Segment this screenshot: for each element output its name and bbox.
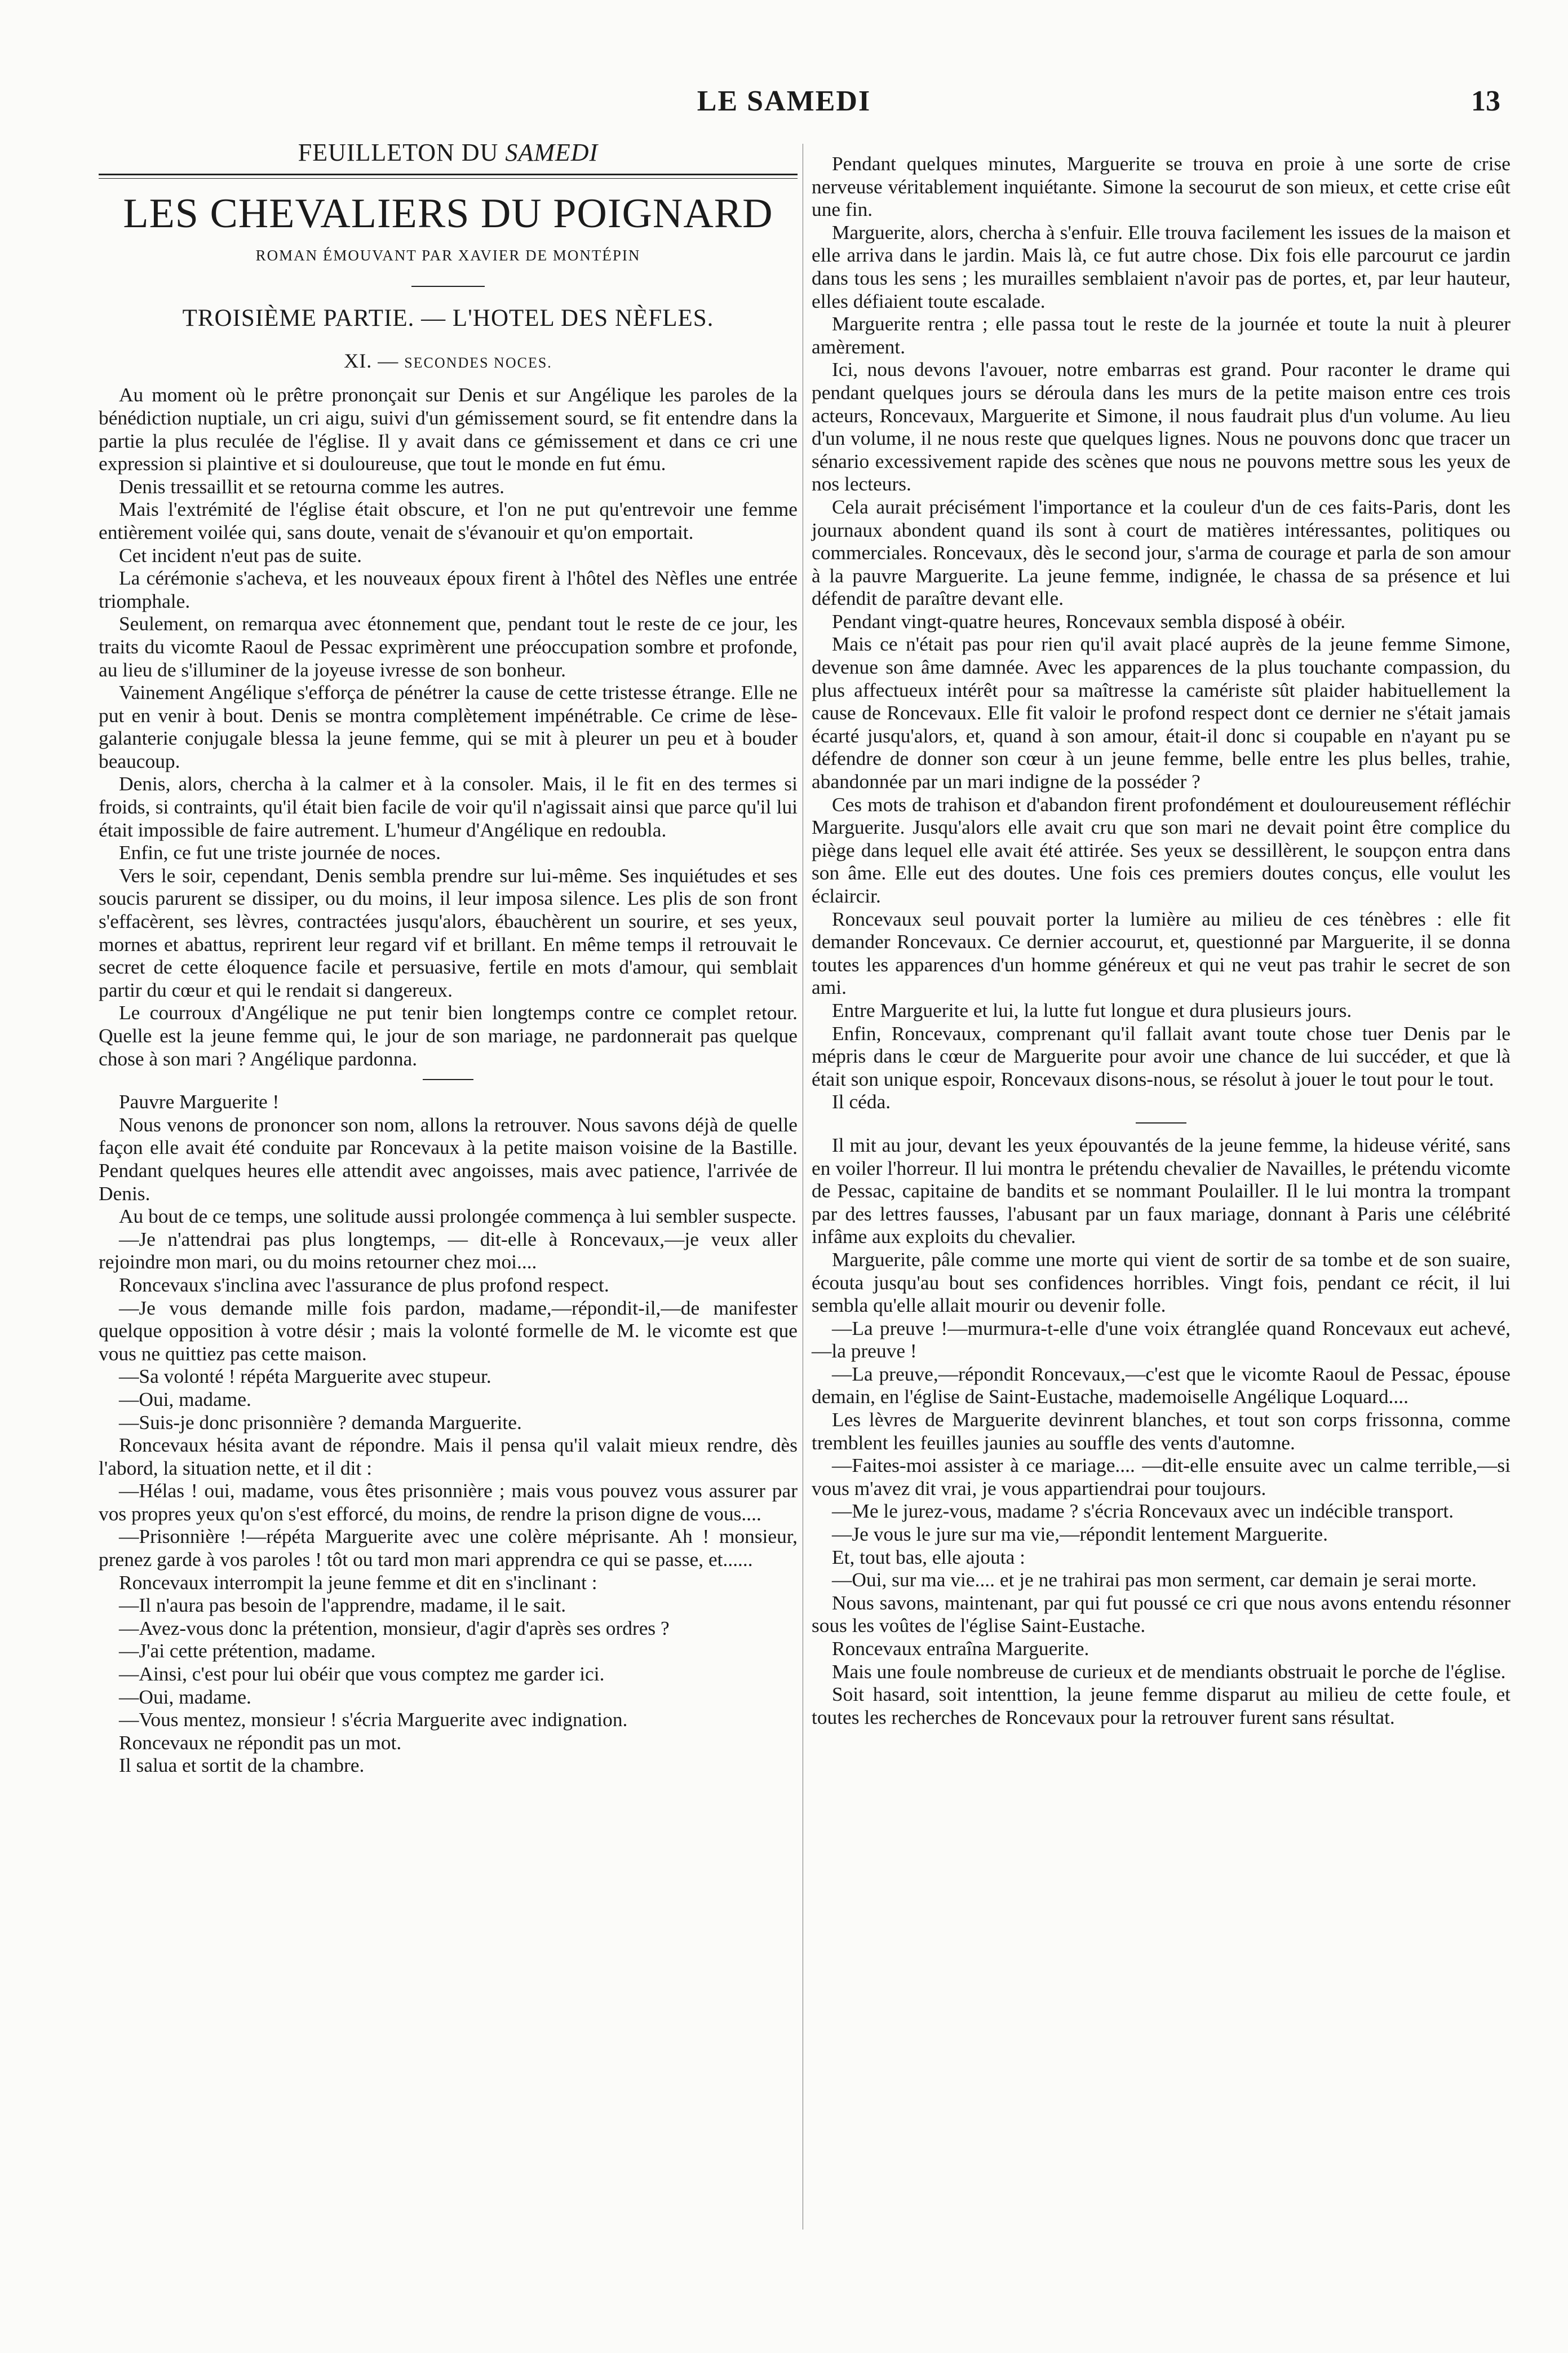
paragraph: Marguerite, pâle comme une morte qui vient de sortir de sa tombe et de son suaire, écouta jusqu'au bout ses confidences horribles. Vingt fois, pendant ce récit, il lui sembla qu'elle allait mourir ou devenir folle. — [812, 1248, 1511, 1317]
right-column — [812, 152, 1511, 1728]
paragraph: Nous savons, maintenant, par qui fut poussé ce cri que nous avons entendu résonner sous les voûtes de l'église Saint-Eustache. — [812, 1591, 1511, 1637]
paragraph: Roncevaux hésita avant de répondre. Mais il pensa qu'il valait mieux rendre, dès l'abord, la situation nette, et il dit : — [99, 1434, 798, 1479]
left-text — [99, 383, 798, 1777]
paragraph: Roncevaux seul pouvait porter la lumière au milieu de ces ténèbres : elle fit demander Roncevaux. Ce dernier accourut, et, questionné par Marguerite, il se donna toutes les apparences d'un homme généreux et qui ne veut pas trahir le secret de son ami. — [812, 907, 1511, 999]
paragraph: —Oui, sur ma vie.... et je ne trahirai pas mon serment, car demain je serai morte. — [832, 1568, 1477, 1591]
paragraph: —Oui, madame. — [119, 1387, 251, 1410]
paragraph: Pendant vingt-quatre heures, Roncevaux sembla disposé à obéir. — [832, 609, 1346, 633]
paragraph: Cela aurait précisément l'importance et la couleur d'un de ces faits-Paris, dont les journaux abondent quand ils sont à court de matières intéressantes, politiques ou commerciales. Roncevaux, dès le second jour, s'arma de courage et parla de son amour à la pauvre Marguerite. La jeune femme, indignée, le chassa de sa présence et lui défendit de paraître devant elle. — [812, 495, 1511, 610]
title-rule — [411, 286, 485, 287]
paragraph: Le courroux d'Angélique ne put tenir bien longtemps contre ce complet retour. Quelle est la jeune femme qui, le jour de son mariage, ne pardonnerait pas quelque chose à son mari ? Angélique pardonna. — [99, 1001, 798, 1070]
paragraph: Seulement, on remarqua avec étonnement que, pendant tout le reste de ce jour, les traits du vicomte Raoul de Pessac exprimèrent une préoccupation sombre et profonde, au lieu de s'illuminer de la joyeuse ivresse de son bonheur. — [99, 612, 798, 681]
novel-subtitle: ROMAN ÉMOUVANT PAR XAVIER DE MONTÉPIN — [255, 246, 641, 264]
scene-break-rule — [423, 1079, 473, 1080]
paragraph: Denis tressaillit et se retourna comme les autres. — [119, 475, 505, 498]
paragraph: Roncevaux entraîna Marguerite. — [832, 1637, 1089, 1660]
paragraph: Au moment où le prêtre prononçait sur Denis et sur Angélique les paroles de la bénédiction nuptiale, un cri aigu, suivi d'un gémissement sourd, se fit entendre dans la partie la plus reculée de l'église. Il y avait dans ce gémissement et dans ce cri une expression si plaintive et si douloureuse, que tout le monde en fut ému. — [99, 383, 798, 475]
part-title: TROISIÈME PARTIE. — L'HOTEL DES NÈFLES. — [182, 305, 714, 332]
paragraph: Et, tout bas, elle ajouta : — [832, 1545, 1026, 1568]
feuilleton-heading — [99, 141, 798, 165]
paragraph: Ici, nous devons l'avouer, notre embarras est grand. Pour raconter le drame qui pendant quelques jours se déroula dans les murs de la petite maison entre ces trois acteurs, Roncevaux, Marguerite et Simone, il nous faudrait plus d'un volume. Au lieu d'un volume, il ne nous reste que quelques lignes. Nous ne pouvons donc que tracer un sénario excessivement rapide des scènes que nous ne pouvons mettre sous les yeux de nos lecteurs. — [812, 358, 1511, 496]
paragraph: Denis, alors, chercha à la calmer et à la consoler. Mais, il le fit en des termes si froids, si contraints, qu'il était bien facile de voir qu'il n'agissait ainsi que parce qu'il lui était impossible de faire autrement. L'humeur d'Angélique en redoubla. — [99, 772, 798, 841]
paragraph: —Hélas ! oui, madame, vous êtes prisonnière ; mais vous pouvez vous assurer par vos propres yeux qu'on s'est efforcé, du moins, de rendre la prison digne de vous.... — [99, 1479, 798, 1525]
chapter-name: SECONDES NOCES. — [404, 354, 552, 371]
feuilleton-label: FEUILLETON DU — [298, 139, 499, 166]
paragraph: —Il n'aura pas besoin de l'apprendre, madame, il le sait. — [119, 1594, 566, 1617]
paragraph: —Sa volonté ! répéta Marguerite avec stupeur. — [119, 1365, 491, 1388]
paragraph: Il céda. — [832, 1090, 891, 1113]
paragraph: Roncevaux interrompit la jeune femme et dit en s'inclinant : — [119, 1571, 597, 1594]
paragraph: Roncevaux s'inclina avec l'assurance de plus profond respect. — [119, 1273, 609, 1296]
paragraph: Nous venons de prononcer son nom, allons la retrouver. Nous savons déjà de quelle façon elle avait été conduite par Roncevaux à la petite maison voisine de la Bastille. Pendant quelques heures elle attendit avec angoisses, mais avec patience, l'arrivée de Denis. — [99, 1113, 798, 1205]
paragraph: Marguerite rentra ; elle passa tout le reste de la journée et toute la nuit à pleurer amèrement. — [812, 312, 1511, 358]
paragraph: —Suis-je donc prisonnière ? demanda Marguerite. — [119, 1410, 522, 1434]
page-number: 13 — [1471, 85, 1500, 117]
feuilleton-label-italic: SAMEDI — [505, 139, 599, 166]
paragraph: Pendant quelques minutes, Marguerite se trouva en proie à une sorte de crise nerveuse véritablement inquiétante. Simone la secourut de son mieux, et cette crise eût une fin. — [812, 152, 1511, 221]
paragraph: —Oui, madame. — [119, 1685, 251, 1708]
paragraph: Enfin, Roncevaux, comprenant qu'il fallait avant toute chose tuer Denis par le mépris dans le cœur de Marguerite pour avoir une chance de lui succéder, et que là était son unique espoir, Roncevaux disons-nous, se résolut à jouer le tout pour le tout. — [812, 1021, 1511, 1090]
paragraph: —Faites-moi assister à ce mariage.... —dit-elle ensuite avec un calme terrible,—si vous m'avez dit vrai, je vous appartiendrai pour toujours. — [812, 1454, 1511, 1500]
paragraph: Roncevaux ne répondit pas un mot. — [119, 1731, 402, 1754]
paragraph: —La preuve,—répondit Roncevaux,—c'est que le vicomte Raoul de Pessac, épouse demain, en l'église de Saint-Eustache, mademoiselle Angélique Loquard.... — [812, 1362, 1511, 1408]
paragraph: La cérémonie s'acheva, et les nouveaux époux firent à l'hôtel des Nèfles une entrée triomphale. — [99, 567, 798, 612]
running-title: LE SAMEDI — [697, 85, 871, 117]
page-header — [0, 85, 1568, 130]
paragraph: —Vous mentez, monsieur ! s'écria Marguerite avec indignation. — [119, 1708, 628, 1731]
paragraph: Les lèvres de Marguerite devinrent blanches, et tout son corps frissonna, comme tremblent les feuilles jaunies au souffle des vents d'automne. — [812, 1408, 1511, 1454]
paragraph: —Avez-vous donc la prétention, monsieur, d'agir d'après ses ordres ? — [119, 1616, 670, 1639]
paragraph: Entre Marguerite et lui, la lutte fut longue et dura plusieurs jours. — [832, 998, 1352, 1021]
chapter-number: XI. — — [344, 349, 399, 372]
left-column — [99, 138, 798, 1777]
paragraph: Mais ce n'était pas pour rien qu'il avait placé auprès de la jeune femme Simone, devenue son âme damnée. Avec les apparences de la plus touchante compassion, du plus affectueux intérêt pour sa maîtresse la camériste sût plaider habituellement la cause de Roncevaux. Elle fit valoir le profond respect dont ce dernier ne s'était jamais écarté jusqu'alors, et, quand à son amour, était-il donc si coupable en n'ayant pu se défendre de donner son cœur à un jeune femme, belle entre les plus belles, trahie, abandonnée par un mari indigne de la posséder ? — [812, 633, 1511, 793]
paragraph: Mais l'extrémité de l'église était obscure, et l'on ne put qu'entrevoir une femme entièrement voilée qui, sans doute, venait de s'évanouir et qu'on emportait. — [99, 498, 798, 543]
paragraph: Mais une foule nombreuse de curieux et de mendiants obstruait le porche de l'église. — [832, 1660, 1506, 1683]
paragraph: —Prisonnière !—répéta Marguerite avec une colère méprisante. Ah ! monsieur, prenez garde à vos paroles ! tôt ou tard mon mari apprendra ce qui se passe, et...... — [99, 1525, 798, 1571]
heading-rule — [99, 174, 798, 179]
paragraph: —Je vous le jure sur ma vie,—répondit lentement Marguerite. — [832, 1523, 1328, 1546]
paragraph: Vers le soir, cependant, Denis sembla prendre sur lui-même. Ses inquiétudes et ses soucis parurent se dissiper, ou du moins, il leur imposa silence. Les plis de son front s'effacèrent, ses lèvres, contractées jusqu'alors, ébauchèrent un sourire, et ses yeux, mornes et abattus, reprirent leur regard vif et brillant. En même temps il retrouvait le secret de cette éloquence facile et persuasive, fertile en mots d'amour, qui semblait partir du cœur et qui le rendait si dangereux. — [99, 864, 798, 1001]
paragraph: Pauvre Marguerite ! — [119, 1090, 280, 1113]
paragraph: —La preuve !—murmura-t-elle d'une voix étranglée quand Roncevaux eut achevé,—la preuve ! — [812, 1316, 1511, 1363]
right-text — [812, 152, 1511, 1728]
paragraph: —Me le jurez-vous, madame ? s'écria Roncevaux avec un indécible transport. — [832, 1500, 1454, 1523]
paragraph: Au bout de ce temps, une solitude aussi prolongée commença à lui sembler suspecte. — [119, 1205, 796, 1228]
paragraph: —J'ai cette prétention, madame. — [119, 1639, 376, 1662]
paragraph: Vainement Angélique s'efforça de pénétrer la cause de cette tristesse étrange. Elle ne put en venir à bout. Denis se montra complètement impénétrable. Ce crime de lèse-galanterie conjugale blessa la jeune femme, qui se mit à pleurer un peu et à bouder beaucoup. — [99, 681, 798, 772]
novel-title: LES CHEVALIERS DU POIGNARD — [123, 190, 773, 237]
paragraph: —Je vous demande mille fois pardon, madame,—répondit-il,—de manifester quelque opposition à votre désir ; mais la volonté formelle de M. le vicomte est que vous ne quittiez pas cette maison. — [99, 1296, 798, 1365]
paragraph: Marguerite, alors, chercha à s'enfuir. Elle trouva facilement les issues de la maison et elle arriva dans le jardin. Mais là, ce fut autre chose. Dix fois elle parcourut ce jardin dans tous les sens ; les murailles semblaient n'avoir pas de portes, et, par leur hauteur, elles défiaient toute escalade. — [812, 220, 1511, 312]
paragraph: —Je n'attendrai pas plus longtemps, — dit-elle à Roncevaux,—je veux aller rejoindre mon mari, ou du moins retourner chez moi.... — [99, 1227, 798, 1273]
paragraph: Enfin, ce fut une triste journée de noces. — [119, 841, 441, 864]
paragraph: Soit hasard, soit intenttion, la jeune femme disparut au milieu de cette foule, et toutes les recherches de Roncevaux pour la retrouver furent sans résultat. — [812, 1683, 1511, 1728]
chapter-title — [99, 350, 798, 375]
paragraph: —Ainsi, c'est pour lui obéir que vous comptez me garder ici. — [119, 1662, 605, 1686]
paragraph: Il mit au jour, devant les yeux épouvantés de la jeune femme, la hideuse vérité, sans en voiler l'horreur. Il lui montra le prétendu chevalier de Navailles, le prétendu vicomte de Pessac, capitaine de bandits et se nommant Poulailler. Il le lui montra la trompant par des lettres fausses, l'abusant par un faux mariage, donnant à Paris une célébrité infâme aux exploits du chevalier. — [812, 1133, 1511, 1248]
paragraph: Ces mots de trahison et d'abandon firent profondément et douloureusement réfléchir Marguerite. Jusqu'alors elle avait cru que son mari ne devait point être complice du piège dans lequel elle avait été attirée. Ses yeux se dessillèrent, le soupçon entra dans son âme. Elle eut des doutes. Une fois ces premiers doutes conçus, elle voulut les éclaircir. — [812, 793, 1511, 907]
paragraph: Cet incident n'eut pas de suite. — [119, 543, 362, 567]
scene-break-rule — [1136, 1122, 1186, 1124]
paragraph: Il salua et sortit de la chambre. — [119, 1754, 365, 1777]
